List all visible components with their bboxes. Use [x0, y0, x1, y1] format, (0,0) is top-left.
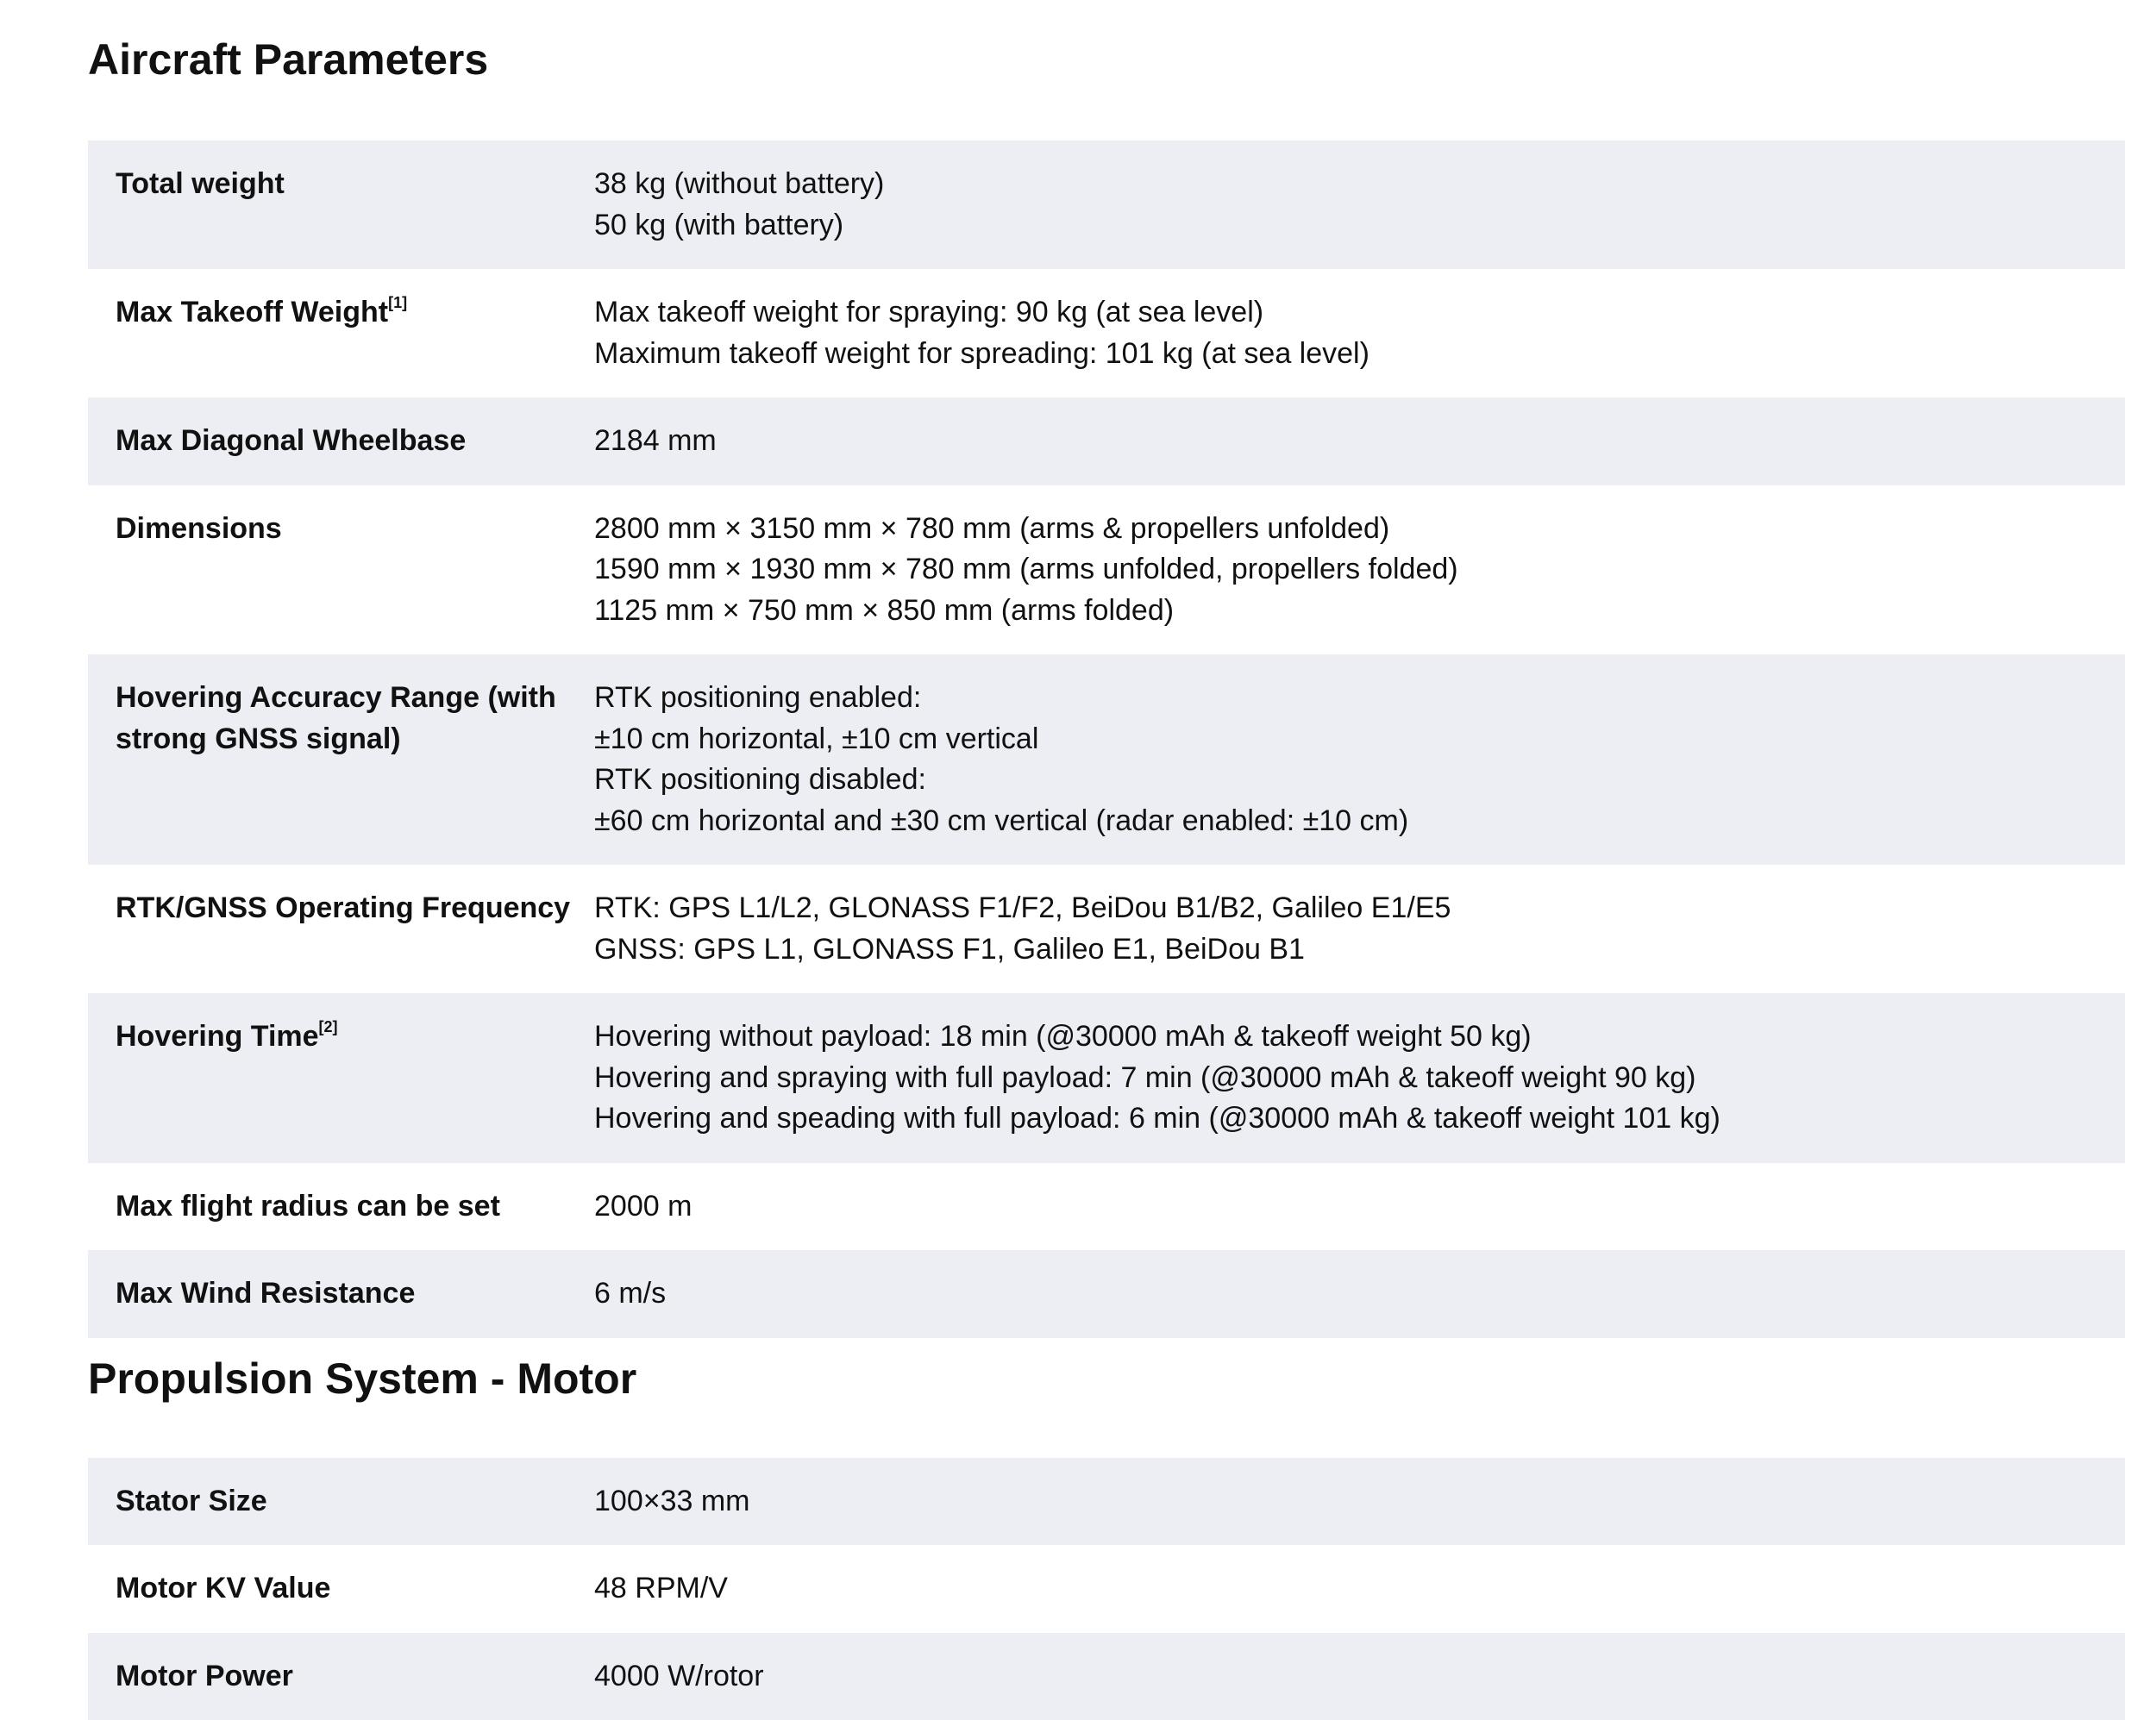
spec-label: Max flight radius can be set: [88, 1186, 594, 1228]
section-title-propulsion-system-motor: Propulsion System - Motor: [88, 1338, 2125, 1400]
spec-value-line: RTK: GPS L1/L2, GLONASS F1/F2, BeiDou B1/B2, Galileo E1/E5: [594, 888, 2108, 929]
spec-label: Hovering Accuracy Range (with strong GNSS signal): [88, 678, 594, 760]
spec-value-line: Maximum takeoff weight for spreading: 101 kg (at sea level): [594, 334, 2108, 375]
spec-value-line: Hovering and speading with full payload: 6 min (@30000 mAh & takeoff weight 101 kg): [594, 1098, 2108, 1140]
spec-table-propulsion: [88, 1458, 2125, 1720]
spec-label: Max Diagonal Wheelbase: [88, 421, 594, 462]
spec-value: [594, 1568, 2125, 1610]
spec-row-hovering-time: [88, 993, 2125, 1163]
spec-row-total-weight: [88, 141, 2125, 269]
spec-label: Dimensions: [88, 509, 594, 550]
spec-value: [594, 888, 2125, 970]
footnote-marker-1[interactable]: [1]: [388, 294, 407, 311]
spec-row-max-wind-resistance: [88, 1250, 2125, 1338]
spec-value-line: ±10 cm horizontal, ±10 cm vertical: [594, 719, 2108, 760]
spec-value: [594, 509, 2125, 632]
spec-value: [594, 1186, 2125, 1228]
spec-value-line: RTK positioning disabled:: [594, 760, 2108, 801]
spec-value: [594, 1273, 2125, 1315]
spec-value-line: 48 RPM/V: [594, 1568, 2108, 1610]
spec-value-line: 2184 mm: [594, 421, 2108, 462]
spec-value-line: 2000 m: [594, 1186, 2108, 1228]
spec-value-line: RTK positioning enabled:: [594, 678, 2108, 719]
spec-row-stator-size: [88, 1458, 2125, 1546]
spec-value: [594, 1016, 2125, 1140]
spec-value: [594, 164, 2125, 246]
section-title-aircraft-parameters: Aircraft Parameters: [88, 0, 2125, 81]
spec-row-rtk-gnss-operating-frequency: [88, 865, 2125, 993]
spec-table-aircraft: [88, 141, 2125, 1338]
spec-label: Max Takeoff Weight[1]: [88, 292, 594, 334]
spec-value: [594, 1481, 2125, 1523]
spec-value-line: ±60 cm horizontal and ±30 cm vertical (radar enabled: ±10 cm): [594, 801, 2108, 842]
spec-value-line: 1125 mm × 750 mm × 850 mm (arms folded): [594, 591, 2108, 632]
spec-value-line: 4000 W/rotor: [594, 1656, 2108, 1698]
spec-label: Max Wind Resistance: [88, 1273, 594, 1315]
spec-page: [88, 0, 2125, 1720]
spec-label: Hovering Time[2]: [88, 1016, 594, 1058]
spec-value-line: 100×33 mm: [594, 1481, 2108, 1523]
spec-value-line: GNSS: GPS L1, GLONASS F1, Galileo E1, BeiDou B1: [594, 929, 2108, 971]
spec-row-max-takeoff-weight: [88, 269, 2125, 397]
spec-row-motor-kv-value: [88, 1545, 2125, 1633]
spec-label: Total weight: [88, 164, 594, 205]
spec-value-line: 2800 mm × 3150 mm × 780 mm (arms & propellers unfolded): [594, 509, 2108, 550]
spec-value-line: 1590 mm × 1930 mm × 780 mm (arms unfolded, propellers folded): [594, 549, 2108, 591]
spec-label: Stator Size: [88, 1481, 594, 1523]
spec-value-line: 50 kg (with battery): [594, 205, 2108, 247]
spec-row-max-flight-radius: [88, 1163, 2125, 1251]
spec-row-motor-power: [88, 1633, 2125, 1720]
spec-row-max-diagonal-wheelbase: [88, 397, 2125, 485]
spec-value: [594, 678, 2125, 841]
spec-value-line: Hovering and spraying with full payload: 7 min (@30000 mAh & takeoff weight 90 kg): [594, 1058, 2108, 1099]
spec-label: Motor Power: [88, 1656, 594, 1698]
spec-label: RTK/GNSS Operating Frequency: [88, 888, 594, 929]
spec-value: [594, 1656, 2125, 1698]
spec-value-line: 6 m/s: [594, 1273, 2108, 1315]
spec-row-dimensions: [88, 485, 2125, 655]
footnote-marker-2[interactable]: [2]: [319, 1018, 338, 1035]
spec-label: Motor KV Value: [88, 1568, 594, 1610]
spec-value-line: 38 kg (without battery): [594, 164, 2108, 205]
spec-row-hovering-accuracy-range: [88, 654, 2125, 865]
spec-value-line: Max takeoff weight for spraying: 90 kg (at sea level): [594, 292, 2108, 334]
spec-value: [594, 421, 2125, 462]
spec-value-line: Hovering without payload: 18 min (@30000 mAh & takeoff weight 50 kg): [594, 1016, 2108, 1058]
spec-value: [594, 292, 2125, 374]
